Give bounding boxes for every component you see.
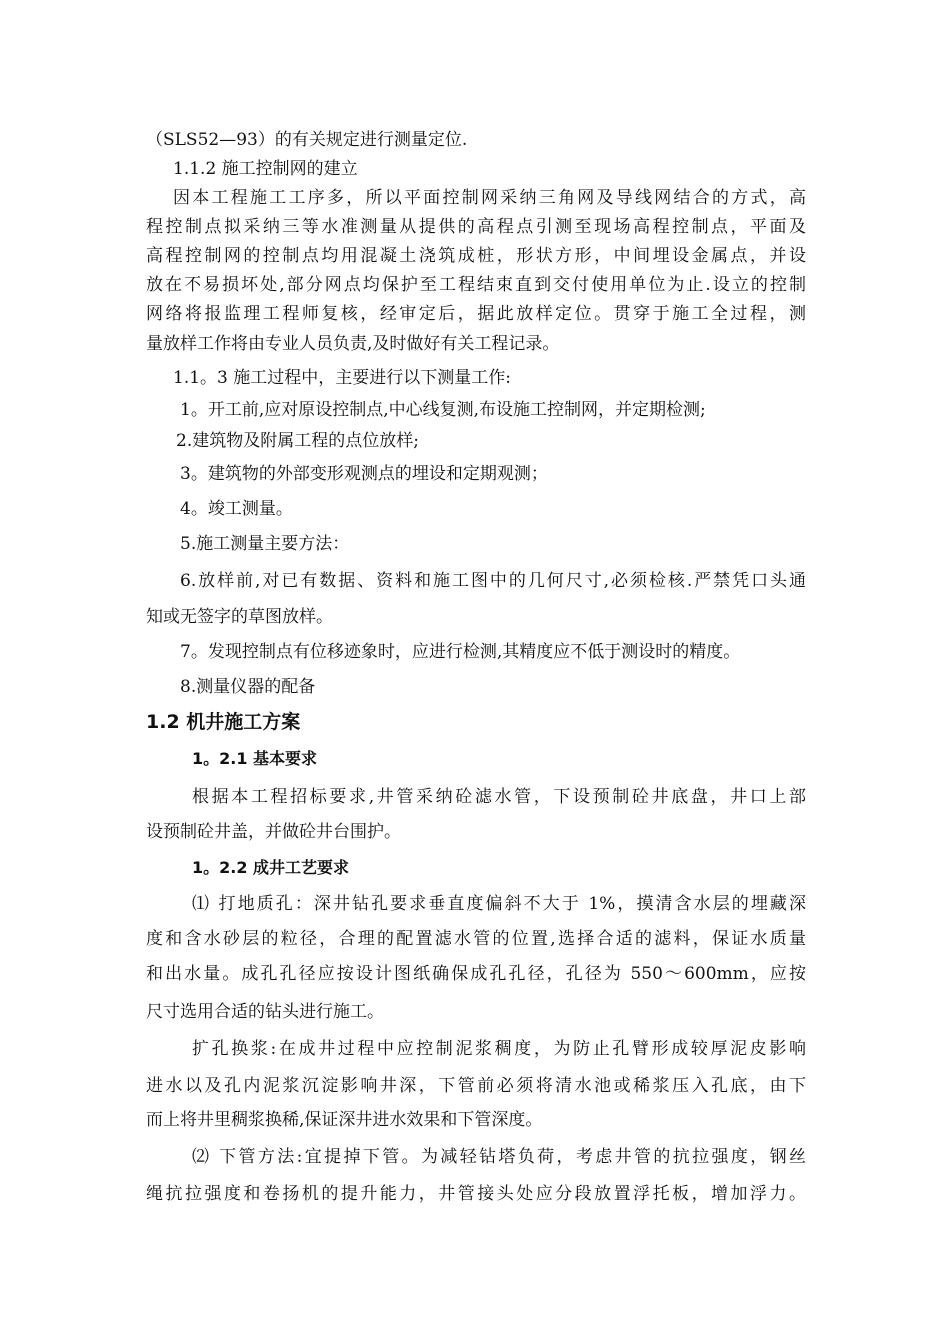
subsection-heading: 1.1.2 施工控制网的建立: [173, 159, 358, 179]
paragraph-line: 根据本工程招标要求,井管采纳砼滤水管，下设预制砼井底盘，井口上部: [192, 787, 806, 807]
paragraph-line: 程控制点拟采纳三等水准测量从提供的高程点引测至现场高程控制点，平面及: [146, 217, 806, 237]
list-item: 3。建筑物的外部变形观测点的埋设和定期观测；: [180, 464, 548, 484]
subsection-heading: 1。2.2 成井工艺要求: [192, 858, 350, 877]
paragraph-line: 进水以及孔内泥浆沉淀影响井深，下管前必须将清水池或稀浆压入孔底，由下: [146, 1076, 806, 1096]
paragraph-line: 量放样工作将由专业人员负责,及时做好有关工程记录。: [146, 334, 560, 354]
paragraph-line: 网络将报监理工程师复核，经审定后，据此放样定位。贯穿于施工全过程，测: [146, 304, 806, 324]
paragraph-line: 和出水量。成孔孔径应按设计图纸确保成孔孔径，孔径为 550～600mm，应按: [146, 964, 806, 984]
paragraph-line: 而上将井里稠浆换稀,保证深井进水效果和下管深度。: [146, 1110, 543, 1130]
paragraph-line: 绳抗拉强度和卷扬机的提升能力，井管接头处应分段放置浮托板，增加浮力。: [146, 1184, 806, 1204]
list-item: 1。开工前,应对原设控制点,中心线复测,布设施工控制网，并定期检测;: [180, 400, 706, 420]
list-item: 6.放样前,对已有数据、资料和施工图中的几何尺寸,必须检核.严禁凭口头通: [180, 571, 806, 591]
paragraph-line: 因本工程施工工序多，所以平面控制网采纳三角网及导线网结合的方式，高: [173, 188, 806, 208]
paragraph-line: ⑵ 下管方法:宜提掉下管。为减轻钻塔负荷，考虑井管的抗拉强度，钢丝: [192, 1147, 806, 1167]
list-item: 2.建筑物及附属工程的点位放样;: [176, 431, 419, 451]
paragraph-line: 尺寸选用合适的钻头进行施工。: [146, 1002, 384, 1022]
list-item: 7。发现控制点有位移迹象时，应进行检测,其精度应不低于测设时的精度。: [180, 642, 741, 662]
subsection-heading: 1。2.1 基本要求: [192, 749, 318, 768]
paragraph-line: 度和含水砂层的粒径，合理的配置滤水管的位置,选择合适的滤料，保证水质量: [146, 929, 806, 949]
subsection-heading: 1.1。3 施工过程中，主要进行以下测量工作:: [173, 368, 511, 388]
paragraph-line: 放在不易损坏处,部分网点均保护至工程结束直到交付使用单位为止.设立的控制: [146, 275, 806, 295]
paragraph-line: 扩孔换浆:在成井过程中应控制泥浆稠度，为防止孔臂形成较厚泥皮影响: [192, 1039, 806, 1059]
paragraph-line: 高程控制网的控制点均用混凝土浇筑成桩，形状方形，中间埋设金属点，并设: [146, 246, 806, 266]
list-item-continuation: 知或无签字的草图放样。: [146, 607, 333, 627]
list-item: 8.测量仪器的配备: [180, 677, 316, 697]
section-heading: 1.2 机井施工方案: [146, 711, 301, 733]
text-line: （SLS52—93）的有关规定进行测量定位.: [146, 130, 468, 150]
paragraph-line: ⑴ 打地质孔：深井钻孔要求垂直度偏斜不大于 1%，摸清含水层的埋藏深: [192, 894, 806, 914]
list-item: 5.施工测量主要方法：: [180, 534, 350, 554]
paragraph-line: 设预制砼井盖，并做砼井台围护。: [146, 822, 401, 842]
list-item: 4。竣工测量。: [180, 499, 293, 519]
